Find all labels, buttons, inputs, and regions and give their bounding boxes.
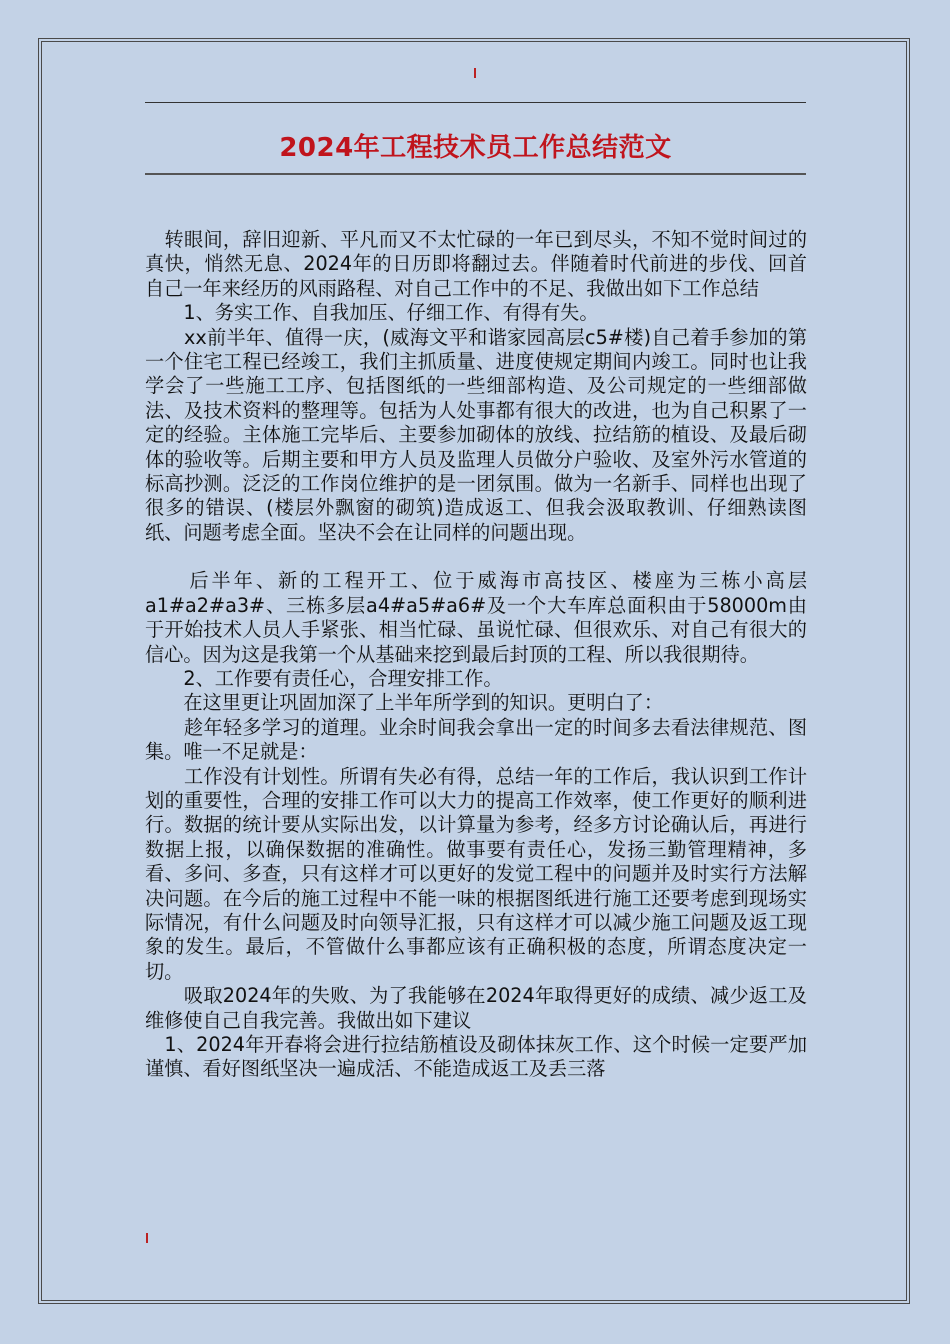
paragraph-heading-1: 1、务实工作、自我加压、仔细工作、有得有失。 (183, 301, 599, 325)
paragraph-lessons: 吸取2024年的失败、为了我能够在2024年取得更好的成绩、减少返工及维修使自己自我完善。我做出如下建议 (145, 984, 807, 1032)
header-divider (145, 102, 806, 103)
paragraph-heading-2: 2、工作要有责任心，合理安排工作。 (183, 666, 503, 690)
paragraph-suggestion-1: 1、2024年开春将会进行拉结筋植设及砌体抹灰工作、这个时候一定要严加谨慎、看好图纸坚决一遍成活、不能造成返工及丢三落 (145, 1033, 808, 1081)
document-title: 2024年工程技术员工作总结范文 (279, 133, 672, 163)
paragraph-intro: 转眼间，辞旧迎新、平凡而又不太忙碌的一年已到尽头，不知不觉时间过的真快，悄然无息、2024年的日历即将翻过去。伴随着时代前进的步伐、回首自己一年来经历的风雨路程、对自己工作中的不足、我做出如下工作总结 (145, 228, 808, 300)
title-divider (145, 173, 806, 175)
paragraph-planning: 工作没有计划性。所谓有失必有得，总结一年的工作后，我认识到工作计划的重要性，合理的安排工作可以大力的提高工作效率，使工作更好的顺利进行。数据的统计要从实际出发，以计算量为参考，经多方讨论确认后，再进行数据上报，以确保数据的准确性。做事要有责任心，发扬三勤管理精神，多看、多问、多查，只有这样才可以更好的发觉工程中的问题并及时实行方法解决问题。在今后的施工过程中不能一味的根据图纸进行施工还要考虑到现场实际情况，有什么问题及时向领导汇报，只有这样才可以减少施工问题及返工现象的发生。最后，不管做什么事都应该有正确积极的态度，所谓态度决定一切。 (145, 764, 808, 983)
document-body (145, 228, 807, 1082)
paragraph-study: 趁年轻多学习的道理。业余时间我会拿出一定的时间多去看法律规范、图集。唯一不足就是： (145, 715, 808, 764)
paragraph-second-half: 后半年、新的工程开工、位于威海市高技区、楼座为三栋小高层a1#a2#a3#、三栋多层a4#a5#a6#及一个大车库总面积由于58000m由于开始技术人员人手紧张、相当忙碌、虽说忙碌、但很欢乐、对自己有很大的信心。因为这是我第一个从基础来挖到最后封顶的工程、所以我很期待。 (145, 569, 808, 666)
header-cursor-mark (474, 68, 476, 78)
paragraph-consolidate: 在这里更让巩固加深了上半年所学到的知识。更明白了： (183, 691, 664, 715)
footer-cursor-mark (146, 1233, 148, 1243)
paragraph-spacer (145, 545, 807, 569)
paragraph-first-half: xx前半年、值得一庆，(威海文平和谐家园高层c5#楼)自己着手参加的第一个住宅工程已经竣工，我们主抓质量、进度使规定期间内竣工。同时也让我学会了一些施工工序、包括图纸的一些细部构造、及公司规定的一些细部做法、及技术资料的整理等。包括为人处事都有很大的改进，也为自己积累了一定的经验。主体施工完毕后、主要参加砌体的放线、拉结筋的植设、及最后砌体的验收等。后期主要和甲方人员及监理人员做分户验收、及室外污水管道的标高抄测。泛泛的工作岗位维护的是一团氛围。做为一名新手、同样也出现了很多的错误、(楼层外飘窗的砌筑)造成返工、但我会汲取教训、仔细熟读图纸、问题考虑全面。坚决不会在让同样的问题出现。 (145, 325, 808, 544)
